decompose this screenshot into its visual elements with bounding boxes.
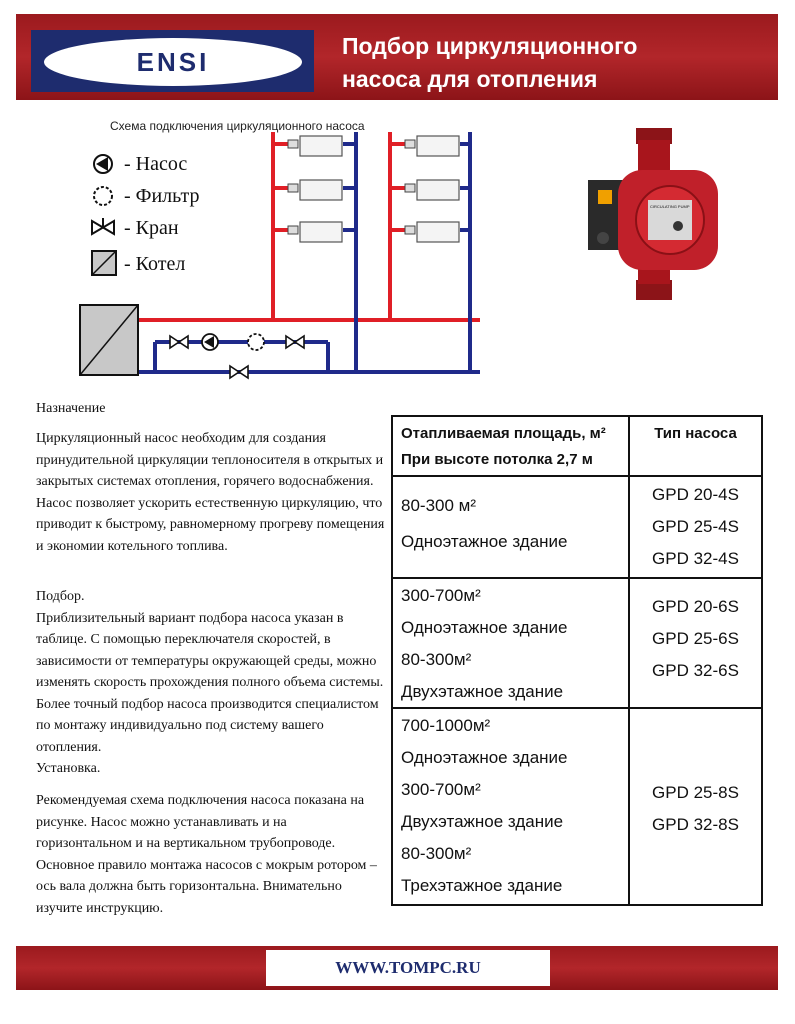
row3-left-3: 300-700м² — [401, 780, 481, 799]
install-body: Рекомендуемая схема подключения насоса показана на рисунке. Насос можно устанавливать и на горизонтальном и на вертикальном трубопроводе. Основное правило монтажа насосов с мокрым ротором – ось вала должна быть горизонтальна. Внимательно изучите инструкцию. — [36, 793, 377, 916]
row2-left-4: Двухэтажное здание — [401, 682, 564, 701]
bypass-filter-icon — [248, 334, 264, 350]
radiators — [300, 136, 459, 242]
purpose-heading: Назначение — [36, 401, 106, 416]
row2-left-2: Одноэтажное здание — [401, 618, 568, 637]
row3-left-4: Двухэтажное здание — [401, 812, 564, 831]
header-left-line-2: При высоте потолка 2,7 м — [401, 451, 593, 468]
table-row — [393, 709, 761, 904]
legend-valve: - Кран — [124, 217, 179, 239]
purpose-body-block — [36, 428, 386, 557]
pump-label: CIRCULATING PUMP — [650, 204, 690, 209]
filter-symbol-icon — [94, 187, 112, 205]
header-left-line-1: Отапливаемая площадь, м² — [401, 425, 606, 442]
row3-left-1: 700-1000м² — [401, 716, 491, 735]
install-body-block — [36, 790, 386, 919]
row1-left-1: 80-300 м² — [401, 496, 477, 515]
page-title — [342, 30, 637, 96]
legend-filter: - Фильтр — [124, 185, 200, 207]
row3-left-2: Одноэтажное здание — [401, 748, 568, 767]
row2-left-3: 80-300м² — [401, 650, 472, 669]
table-header-row — [393, 417, 761, 477]
row1-right-3: GPD 32-4S — [652, 549, 739, 568]
bypass-valve-right-icon — [286, 336, 304, 348]
install-heading-block — [36, 758, 386, 780]
purpose-body: Циркуляционный насос необходим для создания принудительной циркуляции теплоносителя в открытых и закрытых системах отопления, горячего водоснабжения. Насос позволяет ускорить естественную циркуляцию, что приводит к быстрому, равномерному прогреву помещения и экономии котельного топлива. — [36, 431, 385, 554]
boiler — [80, 305, 138, 375]
bypass-valve-bottom-icon — [230, 366, 248, 378]
title-line-2: насоса для отопления — [342, 66, 598, 92]
selection-body: Приблизительный вариант подбора насоса указан в таблице. С помощью переключателя скоростей, в зависимости от температуры окружающей среды, можно изменять скорость прохождения полного объема системы. Более точный подбор насоса производится специалистом по монтажу индивидуально под систему вашего отопления. — [36, 610, 384, 755]
diagram-title: Схема подключения циркуляционного насоса — [110, 119, 365, 133]
row3-left-6: Трехэтажное здание — [401, 876, 563, 895]
install-heading: Установка. — [36, 761, 101, 776]
website-link[interactable]: WWW.TOMPC.RU — [335, 958, 481, 977]
row1-right-2: GPD 25-4S — [652, 517, 739, 536]
row2-right-3: GPD 32-6S — [652, 661, 739, 680]
pump-symbol-icon — [94, 155, 112, 173]
pump-selection-table — [391, 415, 763, 906]
row3-right-2: GPD 32-8S — [652, 815, 739, 834]
row2-left-1: 300-700м² — [401, 586, 481, 605]
bypass-valve-left-icon — [170, 336, 188, 348]
row1-right-1: GPD 20-4S — [652, 485, 739, 504]
header-right: Тип насоса — [654, 425, 737, 442]
bypass-pump-icon — [202, 334, 218, 350]
pump-photo — [578, 120, 728, 320]
legend-pump: - Насос — [124, 153, 188, 175]
table-row — [393, 477, 761, 579]
row2-right-1: GPD 20-6S — [652, 597, 739, 616]
title-line-1: Подбор циркуляционного — [342, 33, 638, 59]
selection-section — [36, 586, 386, 758]
row3-right-1: GPD 25-8S — [652, 783, 739, 802]
legend-boiler: - Котел — [124, 253, 186, 275]
boiler-symbol-icon — [92, 251, 116, 275]
row1-left-2: Одноэтажное здание — [401, 532, 568, 551]
selection-heading: Подбор. — [36, 589, 85, 604]
table-row — [393, 579, 761, 709]
valve-symbol-icon — [92, 218, 114, 234]
brand-logo: ENSI — [136, 47, 210, 77]
row2-right-2: GPD 25-6S — [652, 629, 739, 648]
purpose-section — [36, 398, 386, 420]
row3-left-5: 80-300м² — [401, 844, 472, 863]
connection-diagram — [60, 110, 500, 395]
